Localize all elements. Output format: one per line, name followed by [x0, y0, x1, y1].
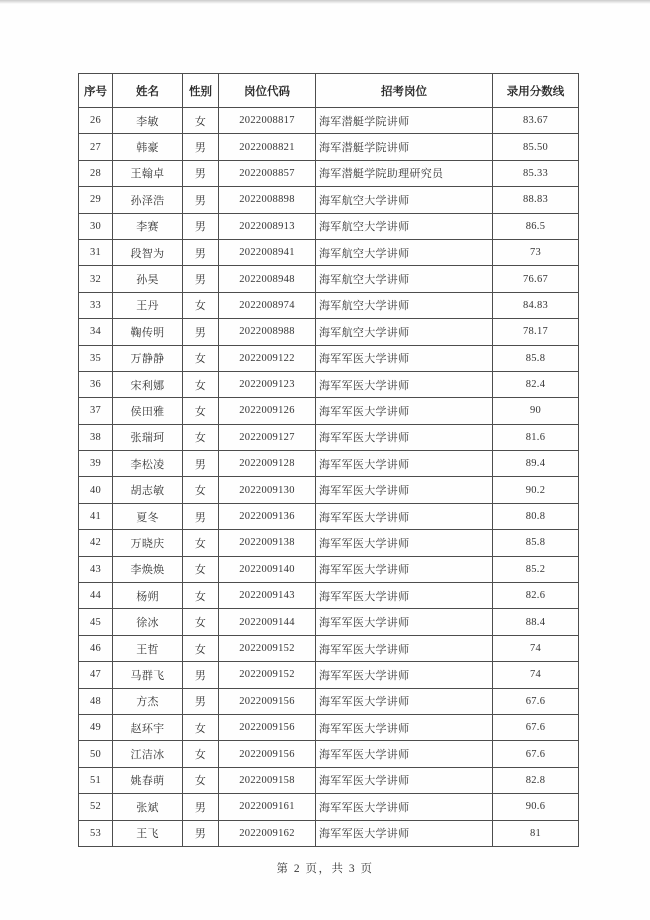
cell-position: 海军军医大学讲师	[316, 635, 493, 661]
cell-score: 74	[493, 662, 579, 688]
cell-name: 马群飞	[113, 662, 183, 688]
col-header-score-line: 录用分数线	[493, 74, 579, 108]
cell-score: 85.33	[493, 160, 579, 186]
cell-gender: 女	[183, 108, 219, 134]
cell-name: 李赛	[113, 213, 183, 239]
cell-score: 90	[493, 398, 579, 424]
cell-gender: 女	[183, 609, 219, 635]
cell-name: 赵环宇	[113, 714, 183, 740]
cell-no: 29	[79, 187, 113, 213]
cell-name: 张瑞珂	[113, 424, 183, 450]
cell-position: 海军军医大学讲师	[316, 556, 493, 582]
cell-score: 89.4	[493, 451, 579, 477]
cell-gender: 男	[183, 794, 219, 820]
cell-no: 28	[79, 160, 113, 186]
table-row	[79, 583, 579, 609]
cell-code: 2022008974	[219, 292, 316, 318]
cell-gender: 女	[183, 398, 219, 424]
cell-code: 2022009140	[219, 556, 316, 582]
cell-no: 39	[79, 451, 113, 477]
cell-position: 海军军医大学讲师	[316, 741, 493, 767]
cell-code: 2022008913	[219, 213, 316, 239]
cell-position: 海军航空大学讲师	[316, 213, 493, 239]
cell-position: 海军军医大学讲师	[316, 794, 493, 820]
cell-gender: 男	[183, 187, 219, 213]
cell-score: 67.6	[493, 714, 579, 740]
cell-code: 2022008941	[219, 239, 316, 265]
cell-position: 海军潜艇学院助理研究员	[316, 160, 493, 186]
cell-no: 48	[79, 688, 113, 714]
cell-no: 50	[79, 741, 113, 767]
table-row	[79, 820, 579, 846]
cell-position: 海军军医大学讲师	[316, 530, 493, 556]
table-row	[79, 108, 579, 134]
table-header-row	[79, 74, 579, 108]
table-body	[79, 108, 579, 847]
cell-position: 海军军医大学讲师	[316, 662, 493, 688]
table-row	[79, 741, 579, 767]
cell-no: 36	[79, 371, 113, 397]
table-row	[79, 609, 579, 635]
cell-position: 海军军医大学讲师	[316, 503, 493, 529]
cell-code: 2022008817	[219, 108, 316, 134]
cell-no: 30	[79, 213, 113, 239]
cell-code: 2022009130	[219, 477, 316, 503]
table-row	[79, 213, 579, 239]
recruitment-score-table	[78, 73, 579, 847]
cell-name: 李焕焕	[113, 556, 183, 582]
cell-gender: 女	[183, 741, 219, 767]
scan-edge-artifact	[0, 0, 650, 4]
cell-name: 万静静	[113, 345, 183, 371]
table-row	[79, 530, 579, 556]
cell-no: 44	[79, 583, 113, 609]
table-row	[79, 451, 579, 477]
cell-name: 姚春萌	[113, 767, 183, 793]
cell-name: 孙昊	[113, 266, 183, 292]
cell-score: 81	[493, 820, 579, 846]
cell-no: 37	[79, 398, 113, 424]
cell-no: 43	[79, 556, 113, 582]
table-row	[79, 635, 579, 661]
cell-name: 徐冰	[113, 609, 183, 635]
cell-position: 海军军医大学讲师	[316, 609, 493, 635]
cell-no: 33	[79, 292, 113, 318]
cell-gender: 男	[183, 160, 219, 186]
cell-position: 海军航空大学讲师	[316, 187, 493, 213]
cell-gender: 男	[183, 213, 219, 239]
cell-position: 海军军医大学讲师	[316, 398, 493, 424]
cell-name: 李敏	[113, 108, 183, 134]
cell-no: 35	[79, 345, 113, 371]
table-row	[79, 266, 579, 292]
cell-gender: 女	[183, 371, 219, 397]
cell-gender: 女	[183, 424, 219, 450]
table-row	[79, 319, 579, 345]
cell-name: 韩豪	[113, 134, 183, 160]
cell-score: 80.8	[493, 503, 579, 529]
cell-name: 江洁冰	[113, 741, 183, 767]
cell-gender: 男	[183, 820, 219, 846]
cell-no: 40	[79, 477, 113, 503]
cell-score: 82.4	[493, 371, 579, 397]
cell-no: 31	[79, 239, 113, 265]
cell-code: 2022009152	[219, 635, 316, 661]
cell-position: 海军军医大学讲师	[316, 688, 493, 714]
table-row	[79, 556, 579, 582]
table-row	[79, 767, 579, 793]
table-row	[79, 503, 579, 529]
cell-score: 88.83	[493, 187, 579, 213]
cell-code: 2022008988	[219, 319, 316, 345]
cell-position: 海军军医大学讲师	[316, 371, 493, 397]
cell-position: 海军潜艇学院讲师	[316, 134, 493, 160]
cell-name: 孙泽浩	[113, 187, 183, 213]
cell-position: 海军军医大学讲师	[316, 424, 493, 450]
cell-code: 2022008821	[219, 134, 316, 160]
cell-name: 鞠传明	[113, 319, 183, 345]
table-row	[79, 187, 579, 213]
cell-gender: 女	[183, 714, 219, 740]
cell-gender: 女	[183, 477, 219, 503]
cell-no: 52	[79, 794, 113, 820]
col-header-name: 姓名	[113, 74, 183, 108]
cell-code: 2022009136	[219, 503, 316, 529]
cell-no: 51	[79, 767, 113, 793]
cell-gender: 男	[183, 688, 219, 714]
cell-code: 2022009162	[219, 820, 316, 846]
cell-name: 方杰	[113, 688, 183, 714]
cell-score: 81.6	[493, 424, 579, 450]
cell-name: 侯田雅	[113, 398, 183, 424]
cell-code: 2022009161	[219, 794, 316, 820]
cell-code: 2022009138	[219, 530, 316, 556]
cell-position: 海军军医大学讲师	[316, 820, 493, 846]
cell-position: 海军潜艇学院讲师	[316, 108, 493, 134]
cell-no: 49	[79, 714, 113, 740]
page-footer: 第 2 页，共 3 页	[276, 863, 374, 875]
table-row	[79, 160, 579, 186]
col-header-serial-no: 序号	[79, 74, 113, 108]
cell-score: 85.8	[493, 345, 579, 371]
cell-no: 47	[79, 662, 113, 688]
cell-score: 85.2	[493, 556, 579, 582]
cell-gender: 女	[183, 635, 219, 661]
cell-score: 86.5	[493, 213, 579, 239]
cell-code: 2022009143	[219, 583, 316, 609]
cell-gender: 女	[183, 767, 219, 793]
cell-position: 海军航空大学讲师	[316, 266, 493, 292]
col-header-post-code: 岗位代码	[219, 74, 316, 108]
cell-no: 53	[79, 820, 113, 846]
cell-code: 2022009126	[219, 398, 316, 424]
table-row	[79, 714, 579, 740]
cell-no: 26	[79, 108, 113, 134]
table-row	[79, 398, 579, 424]
cell-gender: 男	[183, 266, 219, 292]
col-header-post-title: 招考岗位	[316, 74, 493, 108]
cell-no: 27	[79, 134, 113, 160]
cell-name: 杨朔	[113, 583, 183, 609]
cell-code: 2022009156	[219, 688, 316, 714]
cell-gender: 男	[183, 239, 219, 265]
cell-score: 83.67	[493, 108, 579, 134]
table-row	[79, 292, 579, 318]
cell-name: 段智为	[113, 239, 183, 265]
cell-score: 78.17	[493, 319, 579, 345]
cell-name: 王翰卓	[113, 160, 183, 186]
cell-score: 67.6	[493, 741, 579, 767]
table-row	[79, 662, 579, 688]
cell-score: 90.2	[493, 477, 579, 503]
cell-code: 2022009156	[219, 714, 316, 740]
recruitment-score-table-container	[78, 73, 579, 847]
cell-position: 海军航空大学讲师	[316, 239, 493, 265]
cell-name: 王丹	[113, 292, 183, 318]
cell-name: 胡志敏	[113, 477, 183, 503]
cell-score: 67.6	[493, 688, 579, 714]
cell-gender: 女	[183, 583, 219, 609]
cell-no: 42	[79, 530, 113, 556]
cell-position: 海军军医大学讲师	[316, 451, 493, 477]
table-row	[79, 688, 579, 714]
col-header-gender: 性别	[183, 74, 219, 108]
cell-position: 海军军医大学讲师	[316, 714, 493, 740]
cell-score: 88.4	[493, 609, 579, 635]
cell-no: 32	[79, 266, 113, 292]
table-row	[79, 345, 579, 371]
cell-code: 2022009144	[219, 609, 316, 635]
cell-score: 73	[493, 239, 579, 265]
cell-no: 41	[79, 503, 113, 529]
cell-name: 万晓庆	[113, 530, 183, 556]
cell-gender: 女	[183, 530, 219, 556]
cell-score: 85.8	[493, 530, 579, 556]
cell-gender: 男	[183, 134, 219, 160]
cell-score: 82.8	[493, 767, 579, 793]
cell-gender: 男	[183, 662, 219, 688]
cell-score: 74	[493, 635, 579, 661]
cell-position: 海军军医大学讲师	[316, 345, 493, 371]
cell-score: 76.67	[493, 266, 579, 292]
table-row	[79, 794, 579, 820]
cell-name: 张斌	[113, 794, 183, 820]
cell-score: 85.50	[493, 134, 579, 160]
cell-gender: 男	[183, 319, 219, 345]
cell-score: 84.83	[493, 292, 579, 318]
table-row	[79, 477, 579, 503]
table-row	[79, 424, 579, 450]
cell-code: 2022009127	[219, 424, 316, 450]
cell-no: 46	[79, 635, 113, 661]
cell-no: 38	[79, 424, 113, 450]
cell-gender: 女	[183, 556, 219, 582]
cell-code: 2022009152	[219, 662, 316, 688]
cell-name: 王飞	[113, 820, 183, 846]
cell-code: 2022008857	[219, 160, 316, 186]
cell-code: 2022009156	[219, 741, 316, 767]
cell-code: 2022009123	[219, 371, 316, 397]
table-row	[79, 371, 579, 397]
cell-score: 82.6	[493, 583, 579, 609]
cell-gender: 女	[183, 345, 219, 371]
cell-code: 2022009122	[219, 345, 316, 371]
cell-no: 45	[79, 609, 113, 635]
cell-gender: 男	[183, 503, 219, 529]
cell-name: 夏冬	[113, 503, 183, 529]
cell-no: 34	[79, 319, 113, 345]
cell-name: 宋利娜	[113, 371, 183, 397]
cell-name: 李松凌	[113, 451, 183, 477]
cell-code: 2022009128	[219, 451, 316, 477]
cell-position: 海军军医大学讲师	[316, 583, 493, 609]
cell-position: 海军军医大学讲师	[316, 477, 493, 503]
cell-gender: 女	[183, 292, 219, 318]
cell-score: 90.6	[493, 794, 579, 820]
cell-position: 海军军医大学讲师	[316, 767, 493, 793]
table-row	[79, 239, 579, 265]
table-row	[79, 134, 579, 160]
cell-code: 2022008898	[219, 187, 316, 213]
cell-position: 海军航空大学讲师	[316, 319, 493, 345]
cell-name: 王哲	[113, 635, 183, 661]
cell-code: 2022008948	[219, 266, 316, 292]
cell-position: 海军航空大学讲师	[316, 292, 493, 318]
cell-gender: 男	[183, 451, 219, 477]
cell-code: 2022009158	[219, 767, 316, 793]
